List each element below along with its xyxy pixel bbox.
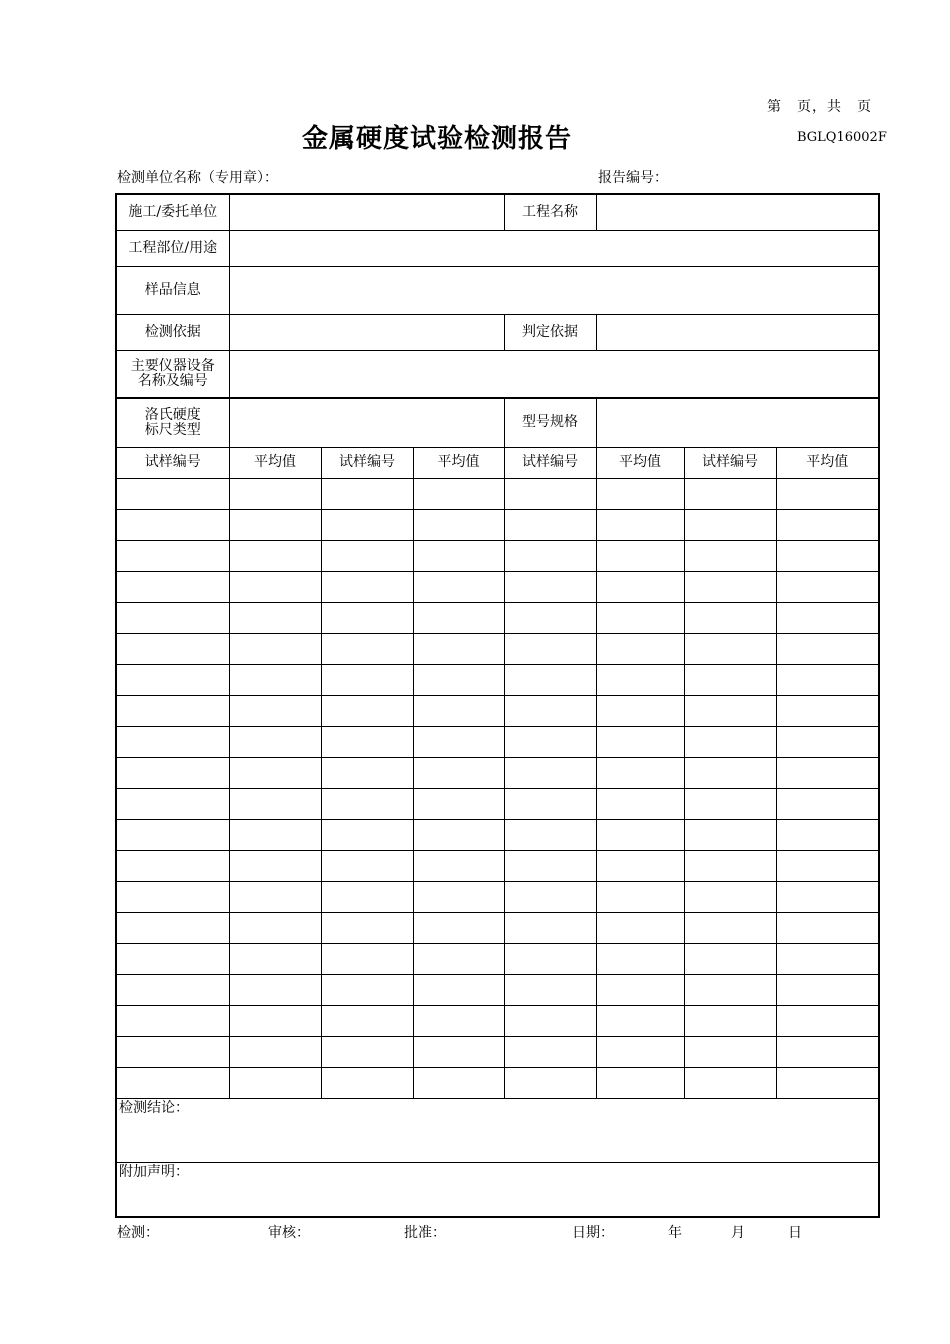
average-value-cell[interactable] (596, 1067, 684, 1098)
sample-no-cell[interactable] (321, 695, 413, 726)
average-value-cell[interactable] (596, 540, 684, 571)
average-value-cell[interactable] (776, 974, 879, 1005)
conclusion-cell[interactable] (116, 1098, 879, 1162)
col-header-average: 平均值 (229, 447, 321, 478)
client-value[interactable] (229, 194, 504, 230)
table-row (116, 881, 879, 912)
model-spec-value[interactable] (596, 398, 879, 447)
average-value-cell[interactable] (776, 819, 879, 850)
testing-unit-label: 检测单位名称（专用章）： (117, 170, 278, 186)
sample-no-cell[interactable] (504, 509, 596, 540)
sample-no-cell[interactable] (116, 912, 229, 943)
average-value-cell[interactable] (413, 1005, 504, 1036)
tester-label: 检测： (117, 1225, 159, 1241)
average-value-cell[interactable] (229, 478, 321, 509)
average-value-cell[interactable] (229, 757, 321, 788)
sample-no-cell[interactable] (321, 1005, 413, 1036)
instrument-value[interactable] (229, 350, 879, 398)
sample-no-cell[interactable] (116, 509, 229, 540)
table-row (116, 974, 879, 1005)
sample-no-cell[interactable] (321, 509, 413, 540)
average-value-cell[interactable] (776, 602, 879, 633)
sample-no-cell[interactable] (684, 602, 776, 633)
average-value-cell[interactable] (596, 509, 684, 540)
sample-no-cell[interactable] (504, 850, 596, 881)
average-value-cell[interactable] (413, 602, 504, 633)
average-value-cell[interactable] (413, 571, 504, 602)
sample-no-cell[interactable] (684, 881, 776, 912)
table-row (116, 540, 879, 571)
sample-no-cell[interactable] (321, 1067, 413, 1098)
rockwell-label-line2: 标尺类型 (144, 421, 201, 438)
sample-no-cell[interactable] (504, 633, 596, 664)
average-value-cell[interactable] (776, 1036, 879, 1067)
sample-no-cell[interactable] (321, 881, 413, 912)
average-value-cell[interactable] (413, 633, 504, 664)
sample-no-cell[interactable] (116, 1005, 229, 1036)
sample-info-label: 样品信息 (116, 266, 229, 314)
col-header-average: 平均值 (413, 447, 504, 478)
col-header-sample-no: 试样编号 (116, 447, 229, 478)
table-row (116, 1005, 879, 1036)
average-value-cell[interactable] (229, 1036, 321, 1067)
day-label: 日 (788, 1225, 802, 1241)
sample-no-cell[interactable] (321, 726, 413, 757)
average-value-cell[interactable] (776, 695, 879, 726)
average-value-cell[interactable] (596, 850, 684, 881)
sample-no-cell[interactable] (321, 478, 413, 509)
sample-no-cell[interactable] (504, 571, 596, 602)
sample-no-cell[interactable] (504, 726, 596, 757)
average-value-cell[interactable] (596, 912, 684, 943)
rockwell-label-line1: 洛氏硬度 (144, 406, 201, 423)
average-value-cell[interactable] (776, 633, 879, 664)
average-value-cell[interactable] (596, 726, 684, 757)
average-value-cell[interactable] (776, 571, 879, 602)
average-value-cell[interactable] (229, 912, 321, 943)
average-value-cell[interactable] (413, 478, 504, 509)
average-value-cell[interactable] (413, 850, 504, 881)
month-label: 月 (731, 1225, 745, 1241)
table-row (116, 757, 879, 788)
average-value-cell[interactable] (776, 757, 879, 788)
table-row (116, 509, 879, 540)
sample-no-cell[interactable] (116, 1036, 229, 1067)
average-value-cell[interactable] (596, 974, 684, 1005)
statement-cell[interactable] (116, 1162, 879, 1217)
table-row (116, 664, 879, 695)
col-header-average: 平均值 (596, 447, 684, 478)
sample-no-cell[interactable] (116, 726, 229, 757)
form-code: BGLQ16002F (797, 130, 887, 145)
average-value-cell[interactable] (596, 602, 684, 633)
conclusion-label: 检测结论： (119, 1099, 189, 1116)
project-part-value[interactable] (229, 230, 879, 266)
average-value-cell[interactable] (413, 819, 504, 850)
report-number-label: 报告编号： (598, 170, 668, 186)
sample-no-cell[interactable] (684, 571, 776, 602)
sample-no-cell[interactable] (684, 478, 776, 509)
average-value-cell[interactable] (596, 633, 684, 664)
average-value-cell[interactable] (413, 974, 504, 1005)
average-value-cell[interactable] (229, 850, 321, 881)
sample-no-cell[interactable] (684, 509, 776, 540)
average-value-cell[interactable] (596, 695, 684, 726)
average-value-cell[interactable] (776, 664, 879, 695)
table-row (116, 571, 879, 602)
sample-no-cell[interactable] (504, 664, 596, 695)
average-value-cell[interactable] (596, 664, 684, 695)
sample-no-cell[interactable] (684, 850, 776, 881)
average-value-cell[interactable] (413, 1067, 504, 1098)
average-value-cell[interactable] (776, 943, 879, 974)
table-row (116, 478, 879, 509)
sample-no-cell[interactable] (684, 695, 776, 726)
average-value-cell[interactable] (229, 509, 321, 540)
average-value-cell[interactable] (596, 788, 684, 819)
table-row (116, 633, 879, 664)
sample-no-cell[interactable] (116, 664, 229, 695)
sample-no-cell[interactable] (504, 1067, 596, 1098)
sample-no-cell[interactable] (504, 1036, 596, 1067)
col-header-sample-no: 试样编号 (321, 447, 413, 478)
average-value-cell[interactable] (229, 819, 321, 850)
average-value-cell[interactable] (229, 943, 321, 974)
sample-no-cell[interactable] (321, 850, 413, 881)
average-value-cell[interactable] (776, 788, 879, 819)
average-value-cell[interactable] (229, 695, 321, 726)
sample-no-cell[interactable] (321, 974, 413, 1005)
col-header-average: 平均值 (776, 447, 879, 478)
sample-no-cell[interactable] (504, 974, 596, 1005)
sample-no-cell[interactable] (684, 1036, 776, 1067)
sample-info-value[interactable] (229, 266, 879, 314)
sample-no-cell[interactable] (116, 850, 229, 881)
average-value-cell[interactable] (229, 664, 321, 695)
col-header-sample-no: 试样编号 (684, 447, 776, 478)
sample-no-cell[interactable] (116, 943, 229, 974)
sample-no-cell[interactable] (116, 695, 229, 726)
sample-no-cell[interactable] (504, 819, 596, 850)
average-value-cell[interactable] (229, 571, 321, 602)
sample-no-cell[interactable] (116, 571, 229, 602)
approver-label: 批准： (404, 1225, 446, 1241)
average-value-cell[interactable] (596, 571, 684, 602)
col-header-sample-no: 试样编号 (504, 447, 596, 478)
average-value-cell[interactable] (229, 540, 321, 571)
sample-no-cell[interactable] (116, 757, 229, 788)
average-value-cell[interactable] (229, 1005, 321, 1036)
sample-no-cell[interactable] (116, 974, 229, 1005)
table-row (116, 912, 879, 943)
sample-no-cell[interactable] (504, 1005, 596, 1036)
average-value-cell[interactable] (413, 540, 504, 571)
table-row (116, 726, 879, 757)
sample-no-cell[interactable] (684, 633, 776, 664)
table-row (116, 1036, 879, 1067)
average-value-cell[interactable] (413, 788, 504, 819)
sample-no-cell[interactable] (504, 478, 596, 509)
sample-no-cell[interactable] (321, 819, 413, 850)
average-value-cell[interactable] (776, 726, 879, 757)
judgement-basis-value[interactable] (596, 314, 879, 350)
sample-no-cell[interactable] (684, 912, 776, 943)
sample-no-cell[interactable] (504, 540, 596, 571)
table-row (116, 788, 879, 819)
statement-label: 附加声明： (119, 1163, 189, 1180)
page-info: 第 页，共 页 (767, 99, 872, 115)
average-value-cell[interactable] (596, 478, 684, 509)
sample-no-cell[interactable] (684, 943, 776, 974)
table-row (116, 1067, 879, 1098)
average-value-cell[interactable] (413, 726, 504, 757)
sample-no-cell[interactable] (116, 881, 229, 912)
sample-no-cell[interactable] (504, 881, 596, 912)
average-value-cell[interactable] (596, 943, 684, 974)
average-value-cell[interactable] (776, 912, 879, 943)
average-value-cell[interactable] (229, 881, 321, 912)
sample-no-cell[interactable] (684, 1067, 776, 1098)
average-value-cell[interactable] (229, 633, 321, 664)
sample-no-cell[interactable] (504, 757, 596, 788)
sample-no-cell[interactable] (321, 788, 413, 819)
sample-no-cell[interactable] (684, 664, 776, 695)
sample-no-cell[interactable] (504, 788, 596, 819)
project-name-value[interactable] (596, 194, 879, 230)
table-row (116, 943, 879, 974)
sample-no-cell[interactable] (684, 726, 776, 757)
date-label: 日期： (572, 1225, 614, 1241)
results-body (116, 478, 879, 1098)
sample-no-cell[interactable] (684, 540, 776, 571)
test-basis-value[interactable] (229, 314, 504, 350)
table-row (116, 695, 879, 726)
sample-no-cell[interactable] (116, 478, 229, 509)
report-title: 金属硬度试验检测报告 (302, 124, 573, 154)
sample-no-cell[interactable] (684, 757, 776, 788)
rockwell-scale-value[interactable] (229, 398, 504, 447)
average-value-cell[interactable] (776, 1067, 879, 1098)
average-value-cell[interactable] (413, 1036, 504, 1067)
sample-no-cell[interactable] (684, 1005, 776, 1036)
average-value-cell[interactable] (413, 881, 504, 912)
sample-no-cell[interactable] (321, 1036, 413, 1067)
average-value-cell[interactable] (413, 509, 504, 540)
sample-no-cell[interactable] (321, 633, 413, 664)
average-value-cell[interactable] (596, 1005, 684, 1036)
average-value-cell[interactable] (413, 943, 504, 974)
sample-no-cell[interactable] (116, 819, 229, 850)
test-basis-label: 检测依据 (116, 314, 229, 350)
average-value-cell[interactable] (596, 757, 684, 788)
sample-no-cell[interactable] (684, 974, 776, 1005)
average-value-cell[interactable] (229, 974, 321, 1005)
sample-no-cell[interactable] (504, 943, 596, 974)
sample-no-cell[interactable] (684, 819, 776, 850)
instrument-label (116, 350, 229, 398)
project-part-label: 工程部位/用途 (116, 230, 229, 266)
sample-no-cell[interactable] (684, 788, 776, 819)
average-value-cell[interactable] (413, 664, 504, 695)
sample-no-cell[interactable] (116, 1067, 229, 1098)
sample-no-cell[interactable] (321, 943, 413, 974)
sample-no-cell[interactable] (321, 571, 413, 602)
client-label: 施工/委托单位 (116, 194, 229, 230)
average-value-cell[interactable] (413, 695, 504, 726)
year-label: 年 (668, 1225, 682, 1241)
average-value-cell[interactable] (229, 602, 321, 633)
sample-no-cell[interactable] (116, 602, 229, 633)
average-value-cell[interactable] (776, 850, 879, 881)
sample-no-cell[interactable] (116, 788, 229, 819)
model-spec-label: 型号规格 (504, 398, 596, 447)
table-row (116, 602, 879, 633)
average-value-cell[interactable] (776, 509, 879, 540)
sample-no-cell[interactable] (321, 757, 413, 788)
average-value-cell[interactable] (776, 1005, 879, 1036)
project-name-label: 工程名称 (504, 194, 596, 230)
average-value-cell[interactable] (596, 1036, 684, 1067)
instrument-label-line1: 主要仪器设备 (130, 357, 215, 374)
average-value-cell[interactable] (413, 912, 504, 943)
report-table (115, 193, 880, 1218)
sample-no-cell[interactable] (321, 664, 413, 695)
sample-no-cell[interactable] (321, 602, 413, 633)
sample-no-cell[interactable] (116, 633, 229, 664)
instrument-label-line2: 名称及编号 (137, 372, 208, 389)
reviewer-label: 审核： (268, 1225, 310, 1241)
judgement-basis-label: 判定依据 (504, 314, 596, 350)
sample-no-cell[interactable] (504, 695, 596, 726)
average-value-cell[interactable] (229, 726, 321, 757)
table-row (116, 850, 879, 881)
rockwell-scale-label (116, 398, 229, 447)
average-value-cell[interactable] (776, 540, 879, 571)
average-value-cell[interactable] (596, 819, 684, 850)
average-value-cell[interactable] (413, 757, 504, 788)
table-row (116, 819, 879, 850)
sample-no-cell[interactable] (321, 540, 413, 571)
average-value-cell[interactable] (229, 1067, 321, 1098)
average-value-cell[interactable] (776, 478, 879, 509)
sample-no-cell[interactable] (321, 912, 413, 943)
sample-no-cell[interactable] (504, 602, 596, 633)
average-value-cell[interactable] (776, 881, 879, 912)
average-value-cell[interactable] (229, 788, 321, 819)
sample-no-cell[interactable] (116, 540, 229, 571)
sample-no-cell[interactable] (504, 912, 596, 943)
average-value-cell[interactable] (596, 881, 684, 912)
